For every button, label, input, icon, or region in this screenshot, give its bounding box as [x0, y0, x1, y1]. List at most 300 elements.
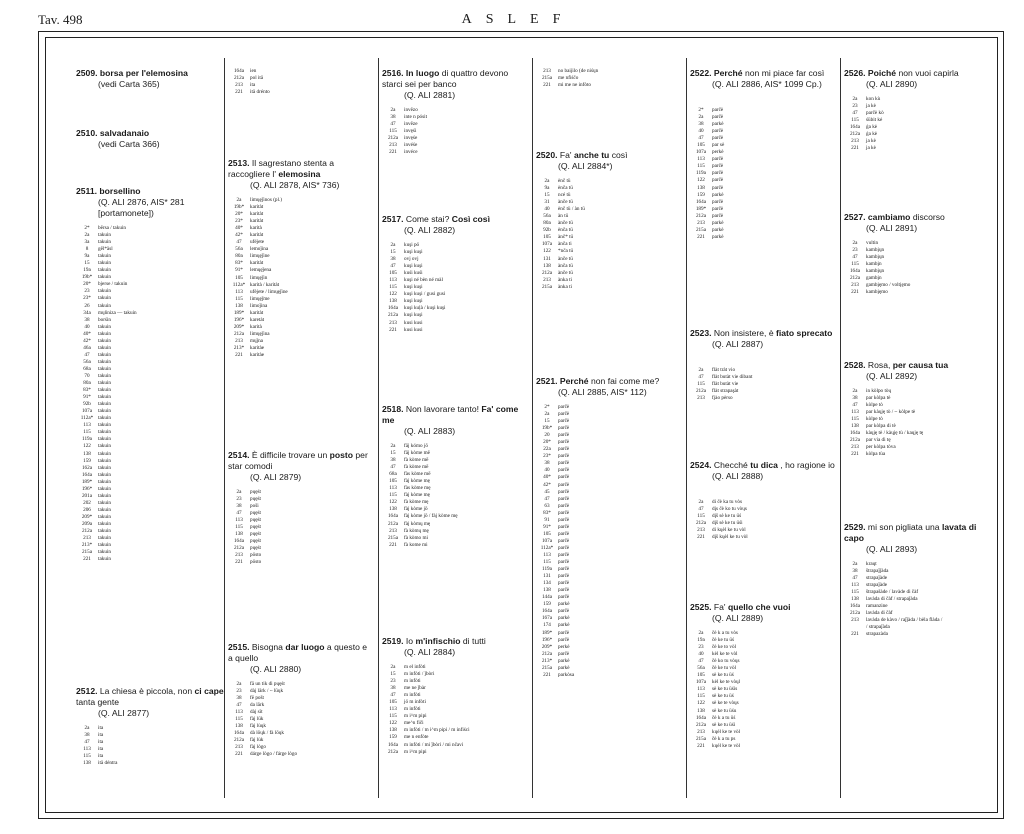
entry-text: La chiesa è piccola, non: [99, 686, 193, 696]
entry-keyword: dar luogo: [285, 642, 325, 652]
point-code: 80a: [235, 253, 243, 260]
response-row: [844, 124, 884, 131]
point-code: 47: [390, 263, 396, 270]
dialect-form: fāj kómo jō: [404, 443, 428, 449]
dialect-form: kuşi né bèn né màl: [404, 277, 443, 284]
response-row: [228, 275, 288, 282]
response-row: [844, 145, 884, 152]
dialect-form: mi me ne infòto: [558, 82, 591, 89]
dialect-form: takuin: [98, 457, 111, 464]
dialect-form: parčè: [712, 163, 724, 170]
response-row: [228, 211, 288, 218]
dialect-form: čė k a tu ps: [712, 735, 736, 742]
response-row: [844, 437, 923, 444]
dialect-form: fjào pèrso: [712, 395, 733, 402]
dialect-form: kuşi pö: [404, 242, 420, 248]
map-entry: [76, 186, 226, 219]
response-row: [76, 401, 137, 408]
dialect-form: ànče tü: [558, 269, 573, 276]
response-row: [690, 163, 724, 170]
point-code: 164a: [233, 538, 245, 545]
dialect-form: parkè: [712, 233, 724, 240]
response-row: [382, 443, 458, 450]
point-code: 47: [390, 464, 396, 471]
entry-heading: [536, 150, 681, 161]
point-code: 8: [85, 246, 89, 253]
dialect-form: dįš sè ke tu üś: [712, 513, 742, 520]
response-row: [844, 631, 942, 638]
dialect-form: parčè: [558, 608, 570, 615]
entry-text: Io: [405, 636, 414, 646]
point-code: 23: [698, 644, 704, 651]
response-row: [536, 199, 585, 206]
dialect-form: strapaǰàde: [866, 582, 888, 589]
dialect-form: štrapašàde / lavàde di čàf: [866, 589, 919, 596]
point-code: 213: [697, 728, 705, 735]
response-row: [844, 261, 910, 268]
response-row: [76, 556, 137, 563]
map-entry: [228, 642, 373, 675]
point-code: 23: [84, 288, 90, 295]
point-code: 23*: [543, 453, 551, 460]
entry-number: 2513.: [228, 158, 250, 168]
map-entry: [228, 450, 373, 483]
response-row: [382, 270, 446, 277]
point-code: 213: [235, 744, 243, 751]
point-code: 112a*: [540, 544, 554, 551]
response-row: [690, 651, 740, 658]
entry-reference: (Q. ALI 2876, AIS* 281: [98, 197, 185, 207]
response-row: [536, 608, 574, 615]
point-code: 2a: [544, 411, 550, 418]
entry-keyword: Perché: [713, 68, 743, 78]
response-row: [844, 282, 910, 289]
entry-heading: [844, 68, 989, 79]
response-row: [536, 68, 598, 75]
dialect-form: dà lōųk / fà lōųk: [250, 730, 284, 737]
entry-reference: (Q. ALI 2881): [404, 90, 456, 100]
response-row: [228, 552, 261, 559]
point-code: 164a: [541, 608, 553, 615]
entry-heading: [228, 450, 373, 472]
point-code: 221: [697, 534, 705, 541]
point-code: 105: [235, 274, 243, 281]
map-entry: [76, 128, 226, 150]
point-code: 2a: [698, 114, 704, 121]
entry-reference: (Q. ALI 2879): [250, 472, 302, 482]
dialect-form: takuin: [98, 351, 111, 358]
dialect-form: ita: [98, 725, 104, 731]
response-row: [382, 256, 446, 263]
response-row: [844, 388, 923, 395]
entry-keyword: Così così: [451, 214, 490, 224]
entry-reference: (Q. ALI 2884*): [558, 161, 613, 171]
response-row: [690, 736, 740, 743]
response-row: [844, 110, 884, 117]
entry-keyword: Poiché: [867, 68, 897, 78]
response-row: [536, 432, 574, 439]
point-code: 113: [389, 277, 397, 284]
point-code: 2a: [236, 681, 242, 687]
point-code: 221: [851, 451, 859, 458]
column-divider: [840, 58, 841, 798]
point-code: 212a: [849, 610, 861, 617]
point-code: 38: [544, 460, 550, 467]
point-code: 221: [543, 671, 551, 678]
point-code: 221: [697, 233, 705, 240]
response-row: [76, 746, 117, 753]
dialect-form: takuin: [98, 485, 111, 492]
dialect-form: takuin: [98, 337, 111, 344]
point-code: 47: [84, 739, 90, 746]
point-code: 122: [697, 177, 705, 184]
dialect-form: di čė ka tu vòs: [712, 499, 742, 505]
point-code: 212a: [233, 545, 245, 552]
entry-heading: [844, 212, 989, 223]
response-row: [382, 142, 427, 149]
point-code: 19b*: [541, 425, 553, 432]
point-code: 70: [84, 372, 90, 379]
response-row: [536, 206, 585, 213]
response-row: [382, 284, 446, 291]
response-row: [382, 312, 446, 319]
response-row: [536, 192, 585, 199]
response-row: [690, 672, 740, 679]
dialect-form: inte n pósit: [404, 114, 428, 121]
response-row: [76, 253, 137, 260]
point-code: 113: [389, 706, 397, 713]
dialect-form: par kòlpa tè: [866, 395, 891, 402]
dialect-form: parčè: [558, 580, 570, 587]
running-header: [38, 12, 998, 28]
point-code: 92b: [543, 227, 551, 234]
entry-number: 2514.: [228, 450, 250, 460]
dialect-form: karitàt: [250, 232, 264, 239]
response-row: [690, 213, 724, 220]
response-row: [76, 373, 137, 380]
point-code: 56a: [697, 665, 705, 672]
point-code: 119a: [696, 170, 706, 177]
point-code: 212a: [81, 528, 93, 535]
dialect-form: kuşi kuşi: [404, 249, 423, 256]
point-code: 115: [851, 416, 859, 423]
point-code: 215a: [541, 664, 553, 671]
response-row: [690, 630, 740, 637]
dialect-form: štrapaǰǰàda: [866, 568, 889, 575]
response-row: [382, 121, 427, 128]
point-code: 213: [235, 552, 243, 559]
point-code: 92b: [83, 401, 91, 408]
point-code: 38: [84, 732, 90, 739]
entry-text: a questo e a quello: [228, 642, 368, 663]
point-code: 209*: [81, 513, 93, 520]
dialect-form: m el infòti: [404, 664, 426, 670]
dialect-form: kuşi kuşi: [404, 298, 423, 305]
response-row: [228, 331, 288, 338]
point-code: 2a: [852, 96, 858, 102]
dialect-form: takuin: [98, 365, 111, 372]
response-row: [76, 408, 137, 415]
point-code: 40*: [235, 225, 243, 232]
response-row: [690, 644, 740, 651]
response-row: [76, 739, 117, 746]
dialect-form: ġa kė: [866, 124, 878, 131]
dialect-form: itä déntra: [98, 760, 118, 767]
dialect-form: parčè: [558, 411, 570, 418]
dialect-form: parčè: [712, 184, 724, 191]
dialect-form: parkè: [558, 664, 570, 671]
response-row: [382, 305, 446, 312]
point-code: 196*: [81, 485, 93, 492]
point-code: 45: [544, 488, 550, 495]
entry-text: Fa': [713, 602, 726, 612]
response-row: [690, 658, 740, 665]
dialect-form: m infòti: [404, 678, 421, 685]
dialect-form: karitàt: [250, 211, 264, 218]
response-row: [536, 524, 574, 531]
point-code: 19b*: [233, 204, 245, 211]
point-code: 115: [697, 693, 705, 700]
point-code: 2*: [698, 107, 704, 113]
response-row: [76, 331, 137, 338]
point-code: 215a: [541, 283, 553, 290]
response-row: [76, 303, 137, 310]
dialect-form: ja kė: [866, 138, 876, 145]
dialect-form: pösto: [250, 559, 262, 566]
point-code: 213: [389, 527, 397, 534]
dialect-form: ita: [98, 739, 104, 746]
entry-text: Checché: [713, 460, 748, 470]
point-code: 162a: [81, 464, 93, 471]
dialect-form: ita: [98, 732, 104, 739]
point-code: 213: [389, 319, 397, 326]
response-row: [844, 96, 884, 103]
point-code: 159: [83, 457, 91, 464]
dialect-form: kuşi kuşi: [404, 284, 423, 291]
entry-text: Il sagrestano stenta a raccogliere l': [228, 158, 335, 179]
response-row: [228, 310, 288, 317]
point-code: 38: [236, 503, 242, 510]
point-code: 134: [543, 580, 551, 587]
dialect-form: parčè: [558, 594, 570, 601]
point-code: 212a: [695, 520, 707, 527]
point-code: 212a: [233, 737, 245, 744]
entry-heading: [690, 68, 835, 79]
point-code: 68a: [389, 471, 397, 478]
dialect-form: dàj sīt: [250, 709, 263, 716]
map-entry: [76, 686, 231, 719]
dialect-form: flàt strapaşàt: [712, 388, 739, 395]
point-code: 212a: [387, 312, 399, 319]
point-code: 34a: [83, 309, 91, 316]
entry-keyword: salvadanaio: [99, 128, 150, 138]
dialect-form: sè ke tu üś: [712, 693, 734, 700]
dialect-form: ja kė: [866, 103, 876, 110]
response-row: [690, 185, 724, 192]
point-code: 138: [697, 184, 705, 191]
point-code: 113: [83, 746, 91, 753]
response-row: [536, 227, 585, 234]
map-entry: [844, 522, 989, 555]
response-row: [382, 671, 470, 678]
response-row: [76, 472, 137, 479]
point-code: 115: [83, 753, 91, 760]
dialect-form: ġa kė: [866, 131, 878, 138]
point-code: 15: [390, 450, 396, 457]
dialect-form: dárge lògo / fárge lògo: [250, 751, 298, 758]
entry-text: di tutti: [462, 636, 486, 646]
response-row: [76, 458, 137, 465]
point-code: 206: [83, 506, 91, 513]
point-code: 212a: [849, 275, 861, 282]
point-code: 38: [390, 256, 396, 263]
column-divider: [378, 58, 379, 798]
response-list: [76, 225, 137, 563]
point-code: 213: [851, 617, 859, 624]
response-row: [690, 700, 740, 707]
response-row: [536, 622, 574, 629]
entry-heading: [76, 68, 226, 79]
point-code: 105: [697, 672, 705, 679]
response-row: [536, 566, 574, 573]
response-row: [536, 644, 574, 651]
point-code: 213: [83, 535, 91, 542]
response-row: [536, 489, 574, 496]
point-code: 47: [390, 121, 396, 128]
response-row: [536, 545, 574, 552]
response-row: [228, 531, 261, 538]
response-row: [382, 320, 446, 327]
dialect-form: parčè: [558, 523, 570, 530]
response-row: [536, 552, 574, 559]
dialect-form: ànča tü: [558, 262, 573, 269]
point-code: 174: [543, 622, 551, 629]
response-row: [76, 479, 137, 486]
dialect-form: takuin: [98, 253, 111, 260]
response-row: [536, 482, 574, 489]
dialect-form: parkè: [712, 219, 724, 226]
entry-heading: [382, 404, 527, 426]
point-code: 164a: [849, 124, 861, 131]
dialect-form: da lārk: [250, 702, 265, 709]
entry-reference: (Q. ALI 2883): [404, 426, 456, 436]
entry-heading: [690, 328, 835, 339]
point-code: 113: [697, 156, 705, 163]
point-code: 138: [83, 760, 91, 767]
response-row: [76, 225, 137, 232]
point-code: 164a: [695, 714, 707, 721]
dialect-form: parčè: [712, 128, 724, 135]
entry-number: 2520.: [536, 150, 558, 160]
response-row: [76, 542, 137, 549]
entry-number: 2512.: [76, 686, 98, 696]
dialect-form: takuin: [98, 344, 111, 351]
point-code: 20: [544, 432, 550, 439]
dialect-form: čė k a tu vòs: [712, 630, 738, 636]
dialect-form: ita: [250, 82, 256, 89]
dialect-form: sè ke tu üśi: [712, 721, 736, 728]
dialect-form: invéśe: [404, 142, 418, 149]
point-code: 138: [235, 531, 243, 538]
dialect-form: kuşi kuşi / gusi gusi: [404, 291, 446, 298]
response-row: [76, 317, 137, 324]
point-code: 213: [851, 444, 859, 451]
dialect-form: lavàda di čàf: [866, 610, 893, 617]
entry-heading: [690, 602, 835, 613]
point-code: 42*: [543, 481, 551, 488]
dialect-form: limųęǰin: [250, 274, 268, 281]
point-code: 23: [236, 688, 242, 695]
response-row: [76, 260, 137, 267]
response-row: [76, 486, 137, 493]
dialect-form: takuin: [98, 394, 111, 401]
response-row: [382, 521, 458, 528]
point-code: 213: [543, 276, 551, 283]
point-code: 209*: [233, 323, 245, 330]
point-code: 189*: [541, 629, 553, 636]
point-code: 119a: [542, 566, 552, 573]
dialect-form: parčè: [558, 474, 570, 481]
response-row: [536, 601, 574, 608]
dialect-form: me ne ǰbàr: [404, 685, 426, 692]
response-row: [536, 241, 585, 248]
dialect-form: čė ke to vòl: [712, 644, 737, 651]
entry-heading: [844, 360, 989, 371]
entry-text: non vuoi capirla: [898, 68, 959, 78]
point-code: 122: [389, 720, 397, 727]
response-row: [844, 395, 923, 402]
dialect-form: parčè: [558, 467, 570, 474]
column-divider: [686, 58, 687, 798]
point-code: 138: [543, 262, 551, 269]
response-row: [76, 753, 117, 760]
response-row: [76, 345, 137, 352]
dialect-form: limųęǰinos (pl.): [250, 197, 282, 203]
point-code: 119a: [82, 436, 92, 443]
dialect-form: parkè: [712, 226, 724, 233]
dialect-form: uféjete: [250, 239, 265, 246]
response-row: [536, 517, 574, 524]
response-row: [536, 185, 585, 192]
dialect-form: takuin: [98, 387, 111, 394]
entry-reference: [portamonete]): [98, 208, 154, 218]
response-row: [690, 206, 724, 213]
response-row: [76, 443, 137, 450]
response-row: [228, 503, 261, 510]
point-code: 47: [390, 692, 396, 699]
point-code: 19a: [83, 267, 91, 274]
response-row: [844, 131, 884, 138]
response-row: [76, 267, 137, 274]
dialect-form: parkè: [558, 601, 570, 608]
dialect-form: par via di tę: [866, 437, 891, 444]
point-code: 113: [851, 409, 859, 416]
point-code: 47: [236, 702, 242, 709]
response-row: [690, 722, 740, 729]
point-code: 115: [235, 295, 243, 302]
response-row: [228, 289, 288, 296]
dialect-form: fāj kòme mē: [404, 450, 430, 457]
point-code: 164a: [387, 741, 399, 748]
point-code: 113: [83, 422, 91, 429]
response-row: [76, 338, 137, 345]
entry-number: 2509.: [76, 68, 98, 78]
response-row: [536, 559, 574, 566]
entry-number: 2511.: [76, 186, 98, 196]
response-row: [382, 749, 470, 756]
point-code: 212a: [541, 650, 553, 657]
entry-reference: (Q. ALI 2890): [866, 79, 918, 89]
